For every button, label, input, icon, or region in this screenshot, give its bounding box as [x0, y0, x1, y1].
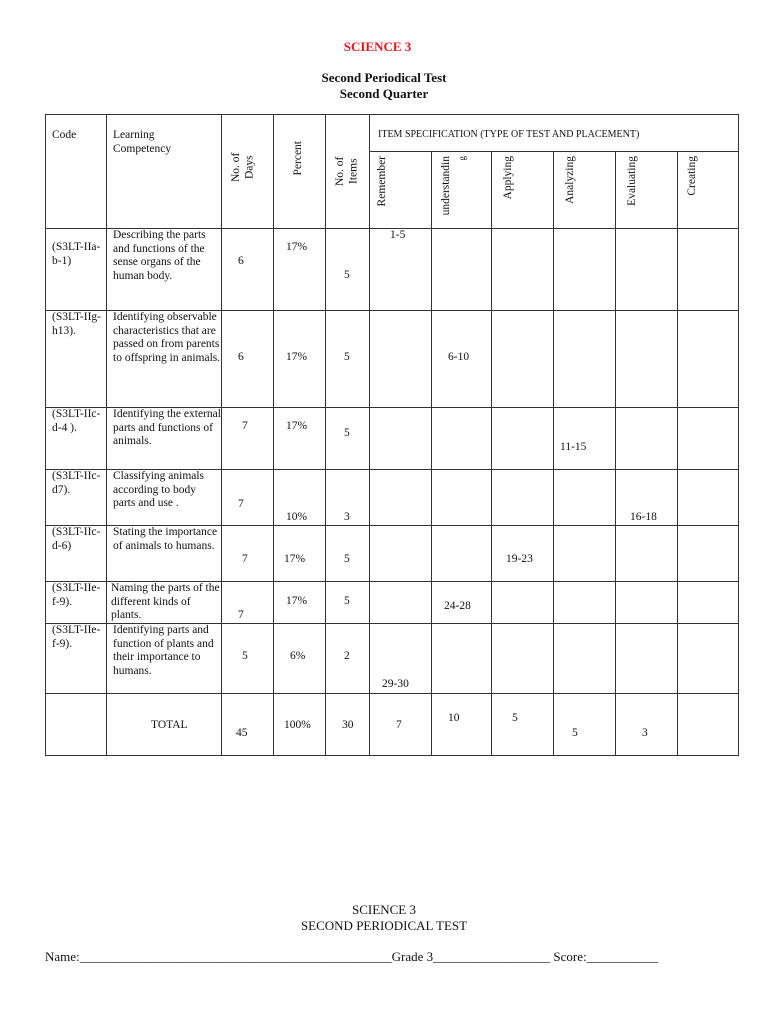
row-percent: 6%	[274, 624, 326, 694]
row-understanding: 24-28	[432, 582, 492, 624]
row-creating	[678, 624, 739, 694]
row-code: (S3LT-IIc-d-4 ).	[46, 408, 107, 470]
row-evaluating	[616, 526, 678, 582]
total-understanding: 10	[432, 694, 492, 756]
row-items: 5	[326, 582, 370, 624]
table-row	[46, 624, 739, 694]
row-competency: Naming the parts of the different kinds of plants.	[107, 582, 222, 624]
table-row	[46, 229, 739, 311]
row-competency: Describing the parts and functions of the sense organs of the human body.	[107, 229, 222, 311]
table-row	[46, 582, 739, 624]
row-items: 3	[326, 470, 370, 526]
name-grade-score-line: Name:________________________________________________Grade 3__________________ Score:___________	[45, 949, 659, 964]
row-remember: 1-5	[370, 229, 432, 311]
row-percent: 17%	[274, 526, 326, 582]
row-evaluating	[616, 229, 678, 311]
row-evaluating	[616, 582, 678, 624]
table-row	[46, 311, 739, 408]
row-competency: Classifying animals according to body parts and use .	[107, 470, 222, 526]
row-percent: 17%	[274, 582, 326, 624]
header-understanding: understandin g	[432, 152, 492, 229]
row-competency: Identifying parts and function of plants and their importance to humans.	[107, 624, 222, 694]
row-competency: Identifying the external parts and functions of animals.	[107, 408, 222, 470]
row-creating	[678, 526, 739, 582]
row-understanding: 6-10	[432, 311, 492, 408]
total-applying: 5	[492, 694, 554, 756]
row-days: 7	[222, 470, 274, 526]
test-paper-subtitle: SECOND PERIODICAL TEST	[300, 918, 468, 933]
row-percent: 17%	[274, 229, 326, 311]
row-days: 7	[222, 582, 274, 624]
header-applying: Applying	[492, 152, 554, 229]
row-percent: 17%	[274, 311, 326, 408]
row-analyzing	[554, 624, 616, 694]
document-title: SCIENCE 3	[343, 39, 412, 54]
row-days: 6	[222, 311, 274, 408]
row-creating	[678, 408, 739, 470]
header-item-specification: ITEM SPECIFICATION (TYPE OF TEST AND PLACEMENT)	[370, 115, 739, 152]
row-understanding	[432, 526, 492, 582]
row-applying	[492, 470, 554, 526]
header-code: Code	[46, 115, 107, 229]
header-days: No. of Days	[222, 115, 274, 229]
header-remember: Remember	[370, 152, 432, 229]
total-percent: 100%	[274, 694, 326, 756]
row-creating	[678, 311, 739, 408]
header-percent: Percent	[274, 115, 326, 229]
row-understanding	[432, 470, 492, 526]
row-creating	[678, 470, 739, 526]
row-items: 5	[326, 229, 370, 311]
row-evaluating	[616, 408, 678, 470]
total-analyzing: 5	[554, 694, 616, 756]
total-creating	[678, 694, 739, 756]
row-applying: 19-23	[492, 526, 554, 582]
row-remember	[370, 408, 432, 470]
row-analyzing	[554, 229, 616, 311]
row-items: 2	[326, 624, 370, 694]
row-days: 7	[222, 526, 274, 582]
row-creating	[678, 229, 739, 311]
header-creating: Creating	[678, 152, 739, 229]
table-row	[46, 526, 739, 582]
total-remember: 7	[370, 694, 432, 756]
test-name: Second Periodical Test	[321, 70, 447, 85]
row-items: 5	[326, 408, 370, 470]
table-row	[46, 408, 739, 470]
row-creating	[678, 582, 739, 624]
row-remember	[370, 582, 432, 624]
row-code: (S3LT-IIc-d7).	[46, 470, 107, 526]
row-remember: 29-30	[370, 624, 432, 694]
total-evaluating: 3	[616, 694, 678, 756]
total-days: 45	[222, 694, 274, 756]
row-code: (S3LT-IIe-f-9).	[46, 582, 107, 624]
row-days: 5	[222, 624, 274, 694]
row-code: (S3LT-IIg-h13).	[46, 311, 107, 408]
test-paper-title: SCIENCE 3	[352, 902, 416, 917]
row-understanding	[432, 408, 492, 470]
row-applying	[492, 582, 554, 624]
row-analyzing	[554, 582, 616, 624]
row-analyzing	[554, 526, 616, 582]
row-items: 5	[326, 526, 370, 582]
table-row	[46, 470, 739, 526]
row-evaluating	[616, 311, 678, 408]
row-competency: Identifying observable characteristics that are passed on from parents to offspring in animals.	[107, 311, 222, 408]
row-remember	[370, 470, 432, 526]
row-code: (S3LT-IIe-f-9).	[46, 624, 107, 694]
row-applying	[492, 229, 554, 311]
table-of-specification	[45, 114, 739, 756]
row-applying	[492, 408, 554, 470]
row-remember	[370, 311, 432, 408]
row-code: (S3LT-IIc-d-6)	[46, 526, 107, 582]
row-items: 5	[326, 311, 370, 408]
header-evaluating: Evaluating	[616, 152, 678, 229]
row-analyzing	[554, 311, 616, 408]
row-code: (S3LT-IIa-b-1)	[46, 229, 107, 311]
row-evaluating	[616, 624, 678, 694]
row-remember	[370, 526, 432, 582]
row-percent: 17%	[274, 408, 326, 470]
row-understanding	[432, 229, 492, 311]
row-days: 6	[222, 229, 274, 311]
header-competency: Learning Competency	[107, 115, 222, 229]
total-items: 30	[326, 694, 370, 756]
header-analyzing: Analyzing	[554, 152, 616, 229]
total-label: TOTAL	[107, 694, 222, 756]
total-code	[46, 694, 107, 756]
header-items: No. of Items	[326, 115, 370, 229]
total-row	[46, 694, 739, 756]
row-understanding	[432, 624, 492, 694]
row-evaluating: 16-18	[616, 470, 678, 526]
row-analyzing: 11-15	[554, 408, 616, 470]
row-applying	[492, 311, 554, 408]
row-competency: Stating the importance of animals to humans.	[107, 526, 222, 582]
row-applying	[492, 624, 554, 694]
row-days: 7	[222, 408, 274, 470]
row-analyzing	[554, 470, 616, 526]
row-percent: 10%	[274, 470, 326, 526]
quarter-name: Second Quarter	[339, 86, 429, 101]
